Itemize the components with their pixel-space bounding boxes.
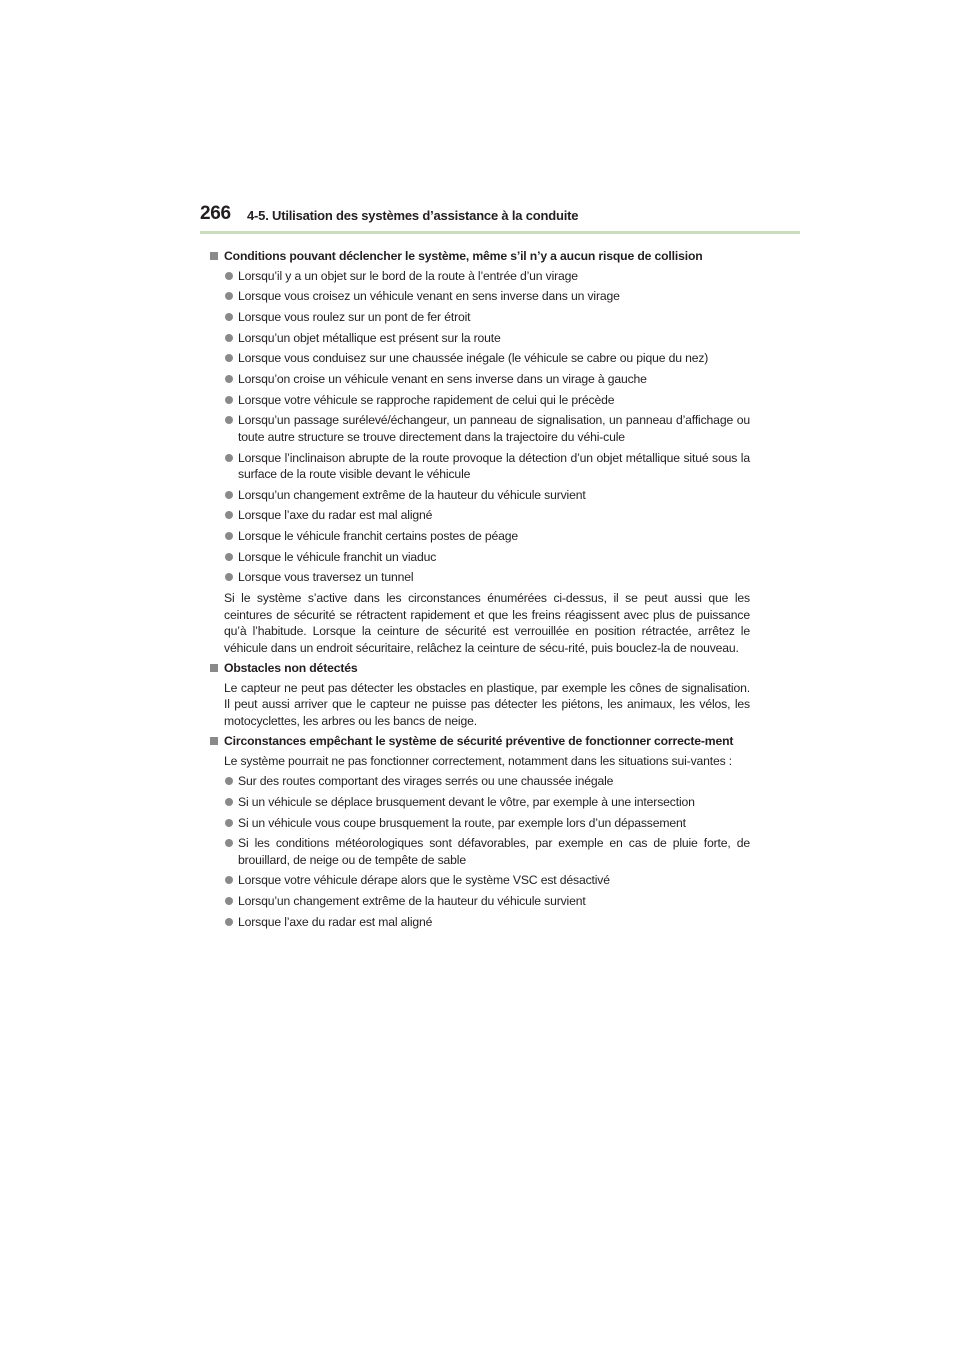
round-bullet-icon: [225, 819, 233, 827]
page-content: [210, 244, 750, 934]
list-item: Lorsque vous traversez un tunnel: [210, 569, 750, 586]
round-bullet-icon: [225, 553, 233, 561]
heading-text: Circonstances empêchant le système de sécurité préventive de fonctionner correcte-ment: [224, 734, 734, 749]
heading-text: Obstacles non détectés: [224, 661, 358, 676]
round-bullet-icon: [225, 334, 233, 342]
list-item: Lorsqu’il y a un objet sur le bord de la route à l’entrée d’un virage: [210, 268, 750, 285]
list-item: Lorsque l’inclinaison abrupte de la route provoque la détection d’un objet métallique situé sous la surface de la route visible devant le véhicule: [210, 450, 750, 483]
round-bullet-icon: [225, 511, 233, 519]
list-item: Lorsque l’axe du radar est mal aligné: [210, 507, 750, 524]
section-heading-false-triggers: [210, 248, 750, 265]
list-item: Lorsqu’on croise un véhicule venant en sens inverse dans un virage à gauche: [210, 371, 750, 388]
square-bullet-icon: [210, 664, 218, 672]
round-bullet-icon: [225, 876, 233, 884]
square-bullet-icon: [210, 737, 218, 745]
false-trigger-list: [210, 268, 750, 586]
list-item: Si un véhicule se déplace brusquement devant le vôtre, par exemple à une intersection: [210, 794, 750, 811]
page-header: [200, 203, 800, 235]
list-item: Lorsque le véhicule franchit un viaduc: [210, 549, 750, 566]
round-bullet-icon: [225, 777, 233, 785]
list-item: Lorsqu’un objet métallique est présent sur la route: [210, 330, 750, 347]
list-item: Lorsque le véhicule franchit certains postes de péage: [210, 528, 750, 545]
list-item: Si un véhicule vous coupe brusquement la route, par exemple lors d’un dépassement: [210, 815, 750, 832]
activation-note: Si le système s’active dans les circonstances énumérées ci-dessus, il se peut aussi que les ceintures de sécurité se rétractent rapidement et que les freins réagissent avec plus de puissance qu’à l’habitude. Lorsque la ceinture de sécurité est verrouillée en position rétractée, arrêtez le véhicule dans un endroit sécuritaire, relâchez la ceinture de sécu-rité, puis bouclez-la de nouveau.: [224, 591, 750, 655]
list-item: Sur des routes comportant des virages serrés ou une chaussée inégale: [210, 773, 750, 790]
section-heading-undetected-obstacles: [210, 660, 750, 677]
malfunction-intro: Le système pourrait ne pas fonctionner correctement, notamment dans les situations sui-vantes :: [224, 753, 733, 768]
malfunction-list: [210, 773, 750, 930]
round-bullet-icon: [225, 798, 233, 806]
round-bullet-icon: [225, 272, 233, 280]
header-divider: [200, 231, 800, 234]
round-bullet-icon: [225, 396, 233, 404]
list-item: Lorsque vous conduisez sur une chaussée inégale (le véhicule se cabre ou pique du nez): [210, 350, 750, 367]
round-bullet-icon: [225, 839, 233, 847]
round-bullet-icon: [225, 532, 233, 540]
round-bullet-icon: [225, 918, 233, 926]
round-bullet-icon: [225, 416, 233, 424]
list-item: Si les conditions météorologiques sont défavorables, par exemple en cas de pluie forte, de brouillard, de neige ou de tempête de sable: [210, 835, 750, 868]
list-item: Lorsque vous croisez un véhicule venant en sens inverse dans un virage: [210, 288, 750, 305]
round-bullet-icon: [225, 454, 233, 462]
round-bullet-icon: [225, 897, 233, 905]
list-item: Lorsqu’un changement extrême de la hauteur du véhicule survient: [210, 487, 750, 504]
chapter-title: 4-5. Utilisation des systèmes d’assistance à la conduite: [247, 208, 579, 223]
round-bullet-icon: [225, 354, 233, 362]
round-bullet-icon: [225, 491, 233, 499]
list-item: Lorsque votre véhicule se rapproche rapidement de celui qui le précède: [210, 392, 750, 409]
list-item: Lorsqu’un passage surélevé/échangeur, un panneau de signalisation, un panneau d’affichage ou toute autre structure se trouve directement dans la trajectoire du véhi-cule: [210, 412, 750, 445]
round-bullet-icon: [225, 375, 233, 383]
list-item: Lorsque vous roulez sur un pont de fer étroit: [210, 309, 750, 326]
round-bullet-icon: [225, 313, 233, 321]
heading-text: Conditions pouvant déclencher le système, même s’il n’y a aucun risque de collision: [224, 249, 703, 263]
list-item: Lorsque votre véhicule dérape alors que le système VSC est désactivé: [210, 872, 750, 889]
section-heading-malfunction-circumstances: [210, 733, 750, 750]
round-bullet-icon: [225, 573, 233, 581]
square-bullet-icon: [210, 252, 218, 260]
list-item: Lorsque l’axe du radar est mal aligné: [210, 914, 750, 931]
round-bullet-icon: [225, 292, 233, 300]
list-item: Lorsqu’un changement extrême de la hauteur du véhicule survient: [210, 893, 750, 910]
page-number: 266: [200, 203, 231, 224]
undetected-obstacles-text: Le capteur ne peut pas détecter les obstacles en plastique, par exemple les cônes de signalisation. Il peut aussi arriver que le capteur ne puisse pas détecter les piétons, les animaux, les vélos, les motocyclettes, les arbres ou les bancs de neige.: [224, 680, 750, 728]
